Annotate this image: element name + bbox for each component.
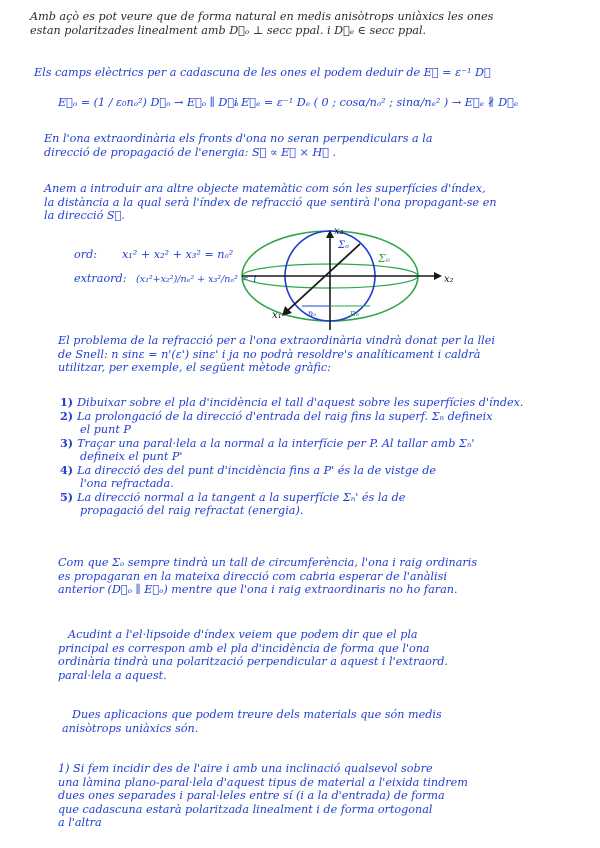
x2-label: x₂ (444, 274, 454, 285)
refraction-line-2: de Snell: n sinε = n'(ε') sinε' i ja no podrà resoldre's analíticament i caldrà (58, 347, 481, 361)
ellipsoid-line-4: paral·lela a aquest. (58, 668, 167, 682)
step-text: defineix el punt P' (80, 450, 183, 463)
refraction-line-1: El problema de la refracció per a l'ona extraordinària vindrà donat per la llei (58, 334, 495, 347)
applications-line-2: anisòtrops uniàxics són. (62, 721, 199, 735)
step-item (60, 491, 523, 518)
application-1-line-3: dues ones separades i paral·leles entre sí (i a la d'entrada) de forma (58, 789, 445, 802)
x1-axis (286, 244, 360, 312)
application-1-line-1: 1) Si fem incidir des de l'aire i amb una inclinació qualsevol sobre (58, 762, 433, 775)
x3-label: x₃ (334, 226, 344, 237)
ellipsoid-line-2: principal es correspon amb el pla d'incidència de forma que l'ona (58, 641, 430, 655)
sigma-e-label: Σₑ (378, 252, 391, 265)
conclusion-line-1: En l'ona extraordinària els fronts d'ona no seran perpendiculars a la (44, 132, 433, 145)
intro-line-1: Amb açò es pot veure que de forma natural en medis anisòtrops uniàxics les ones (30, 10, 494, 23)
refraction-paragraph (58, 334, 495, 375)
ellipsoid-line-1: Acudint a l'el·lipsoide d'índex veiem que podem dir que el pla (68, 628, 418, 641)
x2-arrow-icon (434, 272, 442, 280)
application-1-line-2: una làmina plano-paral·lela d'aquest tipus de material a l'eixida tindrem (58, 775, 468, 789)
graphic-method-steps (60, 396, 523, 518)
ordinary-note-line-2: es propagaran en la mateixa direcció com cabria esperar de l'anàlisi (58, 569, 447, 583)
ord-label: ord: (74, 248, 98, 261)
step-text: La direcció normal a la tangent a la superfície Σₙ' és la de (77, 490, 406, 504)
step-text: propagació del raig refractat (energia). (80, 504, 304, 517)
applications-intro (62, 708, 442, 735)
extraord-label: extraord: (74, 272, 127, 285)
eq-ordinary-field: E⃗ₒ = (1 / ε₀nₒ²) D⃗ₒ → E⃗ₒ ∥ D⃗ₒ (58, 96, 239, 109)
step-text: La prolongació de la direcció d'entrada del raig fins la superf. Σₙ defineix (77, 409, 493, 423)
conclusion-line-2: direcció de propagació de l'energia: S⃗ ∝ E⃗ × H⃗ . (44, 145, 337, 159)
step-item (60, 464, 523, 491)
ordinary-ray-note (58, 556, 477, 597)
extraord-equation: (x₁²+x₂²)/nₑ² + x₃²/nₒ² = 1 (136, 274, 258, 285)
step-item (60, 396, 523, 410)
sigma-o-label: Σₒ (338, 240, 349, 251)
ellipsoid-line-3: ordinària tindrà una polarització perpendicular a aquest i l'extraord. (58, 655, 448, 668)
intro-line-2: estan polaritzades linealment amb D⃗ₒ ⊥ secc ppal. i D⃗ₑ ∈ secc ppal. (30, 23, 427, 37)
application-1-line-5: a l'altra (58, 816, 102, 829)
applications-line-1: Dues aplicacions que podem treure dels materials que són medis (72, 708, 442, 721)
step-number: 1) (60, 395, 74, 409)
n-e-label: nₑ (350, 309, 360, 319)
n-o-label: nₒ (308, 309, 317, 318)
step-text: l'ona refractada. (80, 477, 174, 490)
step-text: Traçar una paral·lela a la normal a la interfície per P. Al tallar amb Σₙ' (77, 436, 475, 450)
ellipsoid-note (58, 628, 448, 682)
ord-equation: x₁² + x₂² + x₃² = nₒ² (122, 248, 234, 261)
step-item (60, 437, 523, 464)
index-line-3: la direcció S⃗. (44, 209, 125, 222)
index-line-2: la distància a la qual serà l'índex de refracció que sentirà l'ona propagant-se en (44, 195, 497, 209)
step-number: 5) (60, 489, 74, 504)
step-number: 2) (60, 408, 74, 423)
step-text: el punt P (80, 423, 131, 436)
index-line-1: Anem a introduir ara altre objecte matemàtic com són les superfícies d'índex, (44, 182, 486, 195)
fields-intro-line: Els camps elèctrics per a cadascuna de les ones el podem deduir de E⃗ = ε⁻¹ D⃗ (34, 66, 491, 79)
step-number: 4) (60, 462, 74, 477)
refraction-line-3: utilitzar, per exemple, el següent mètode gràfic: (58, 361, 331, 374)
step-text: La direcció des del punt d'incidència fins a P' és la de vistge de (77, 463, 437, 477)
ordinary-note-line-1: Com que Σₒ sempre tindrà un tall de circumferència, l'ona i raig ordinaris (58, 556, 478, 569)
application-1-line-4: que cadascuna estarà polaritzada linealment i de forma ortogonal (58, 802, 433, 816)
step-text: Dibuixar sobre el pla d'incidència el tall d'aquest sobre les superfícies d'índex. (77, 396, 524, 409)
application-1 (58, 762, 468, 830)
step-number: 3) (60, 435, 74, 450)
x1-label: x₁ (272, 310, 282, 321)
eq-extraordinary-field: i E⃗ₑ = ε⁻¹ Dₑ ( 0 ; cosα/nₒ² ; sinα/nₑ² ) → E⃗ₑ ∦ D⃗ₑ (234, 96, 519, 109)
step-item (60, 410, 523, 437)
ordinary-note-line-3: anterior (D⃗ₒ ∥ E⃗ₒ) mentre que l'ona i raig extraordinaris no ho faran. (58, 583, 458, 596)
